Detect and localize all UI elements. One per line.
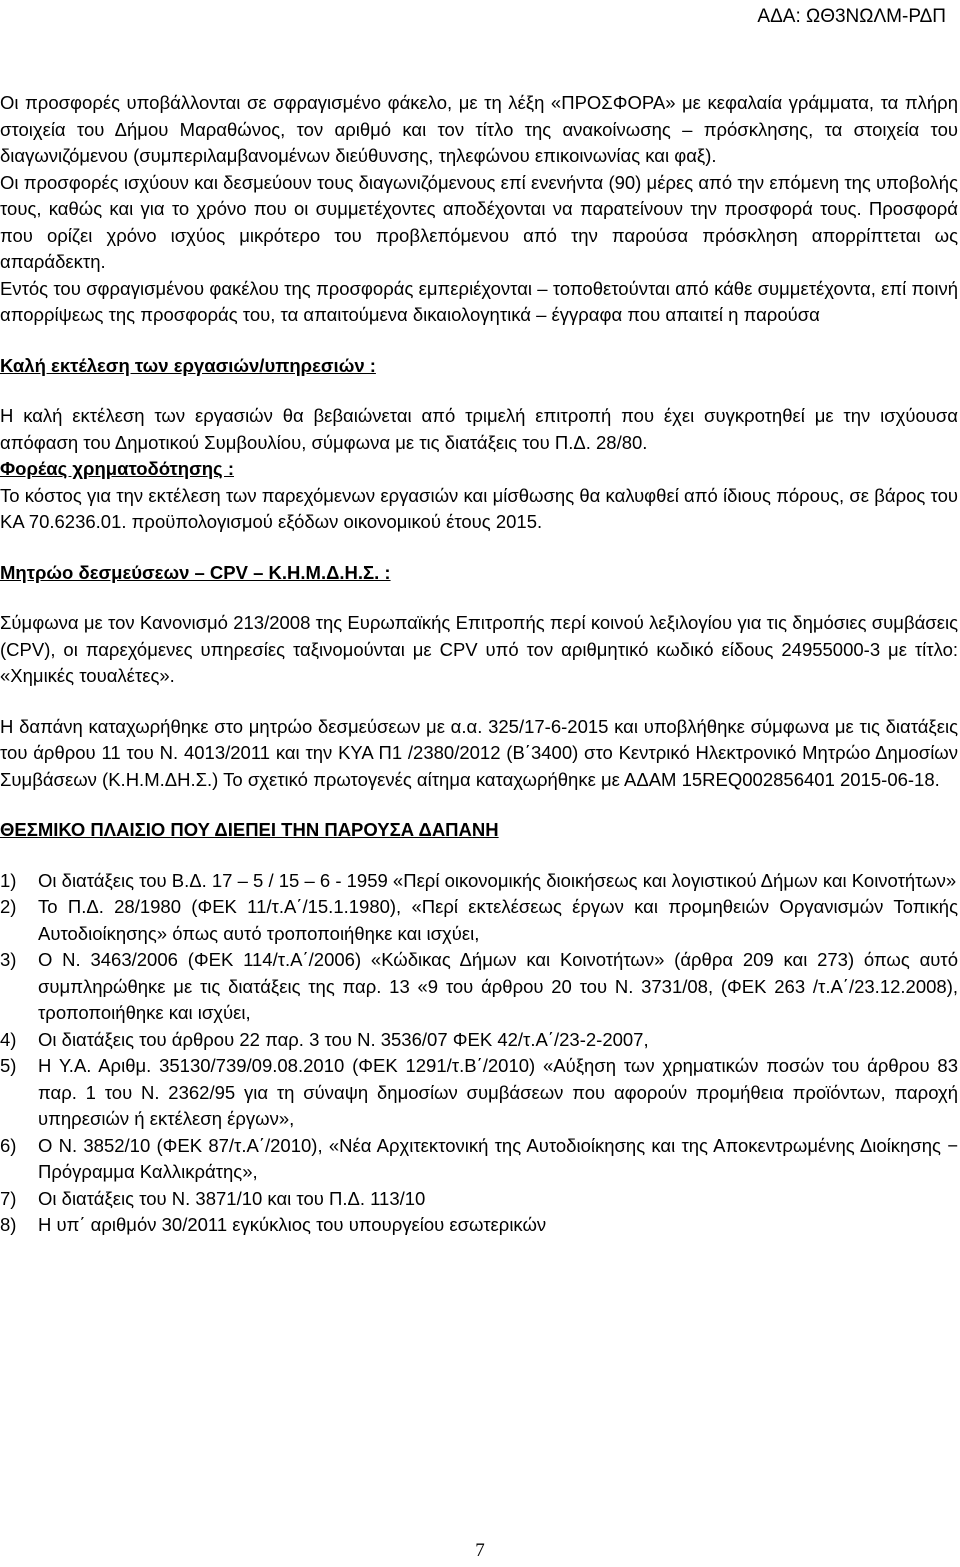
list-item-text: Οι διατάξεις του Ν. 3871/10 και του Π.Δ. 113/10 [38, 1187, 426, 1209]
list-item-number: 6) [0, 1134, 17, 1156]
list-item [0, 1212, 958, 1239]
legal-framework-list [0, 868, 958, 1239]
list-item [0, 947, 958, 1027]
list-item-number: 4) [0, 1028, 17, 1050]
list-item-number: 2) [0, 896, 17, 917]
para-expense: Η δαπάνη καταχωρήθηκε στο μητρώο δεσμεύσεων με α.α. 325/17-6-2015 και υποβλήθηκε σύμφωνα με τις διατάξεις του άρθρου 11 του Ν. 4013/2011 και την ΚΥΑ Π1 /2380/2012 (Β΄3400) στο Κεντρικό Ηλεκτρονικό Μητρώο Δημοσίων Συμβάσεων (Κ.Η.Μ.ΔΗ.Σ.) Το σχετικό πρωτογενές αίτημα καταχωρήθηκε με ΑΔΑΜ 15REQ002856401 2015-06-18. [0, 715, 958, 790]
list-item-text: Ο Ν. 3463/2006 (ΦΕΚ 114/τ.Α΄/2006) «Κώδικας Δήμων και Κοινοτήτων» (άρθρα 209 και 273) όπως αυτό συμπληρώθηκε με τις διατάξεις της παρ. 13 «9 του άρθρου 20 του Ν. 3731/08, (ΦΕΚ 263 /τ.Α΄/23.12.2008), τροποποιήθηκε και ισχύει, [38, 949, 958, 1023]
heading-legal-framework: ΘΕΣΜΙΚΟ ΠΛΑΙΣΙΟ ΠΟΥ ΔΙΕΠΕΙ ΤΗΝ ΠΑΡΟΥΣΑ ΔΑΠΑΝΗ [0, 819, 499, 840]
ada-code: ΑΔΑ: ΩΘ3ΝΩΛΜ-ΡΔΠ [757, 6, 946, 27]
list-item-text: Η Υ.Α. Αριθμ. 35130/739/09.08.2010 (ΦΕΚ 1291/τ.Β΄/2010) «Αύξηση των χρηματικών ποσών του άρθρου 83 παρ. 1 του Ν. 2362/95 για τη σύναψη δημοσίων συμβάσεων που αφορούν προμήθεια προϊόντων, παροχή υπηρεσιών ή εκτέλεση έργων», [38, 1055, 958, 1129]
para-cpv: Σύμφωνα με τον Κανονισμό 213/2008 της Ευρωπαϊκής Επιτροπής περί κοινού λεξιλογίου για τις δημόσιες συμβάσεις (CPV), οι παρεχόμενες υπηρεσίες ταξινομούνται με CPV υπό τον αριθμητικό κωδικό είδους 24955000-3 με τίτλο: «Χημικές τουαλέτες». [0, 612, 958, 686]
list-item-number: 3) [0, 949, 17, 970]
list-item [0, 1133, 958, 1186]
list-item-number: 1) [0, 869, 17, 891]
page-number: 7 [475, 1540, 485, 1561]
list-item [0, 1186, 958, 1213]
document-body [0, 90, 958, 1239]
list-item-number: 5) [0, 1055, 17, 1076]
list-item-text: Η υπ΄ αριθμόν 30/2011 εγκύκλιος του υπουργείου εσωτερικών [38, 1214, 547, 1235]
heading-execution: Καλή εκτέλεση των εργασιών/υπηρεσιών : [0, 354, 376, 376]
para-funding: Το κόστος για την εκτέλεση των παρεχόμενων εργασιών και μίσθωσης θα καλυφθεί από ίδιους πόρους, σε βάρος του ΚΑ 70.6236.01. προϋπολογισμού εξόδων οικονομικού έτους 2015. [0, 484, 958, 532]
list-item-number: 7) [0, 1187, 17, 1209]
para-envelope: Εντός του σφραγισμένου φακέλου της προσφοράς εμπεριέχονται – τοποθετούνται από κάθε συμμετέχοντα, επί ποινή απορρίψεως της προσφοράς του, τα απαιτούμενα δικαιολογητικά – έγγραφα που απαιτεί η παρούσα [0, 277, 958, 325]
heading-funding: Φορέας χρηματοδότησης : [0, 458, 234, 479]
list-item-text: Το Π.Δ. 28/1980 (ΦΕΚ 11/τ.Α΄/15.1.1980), «Περί εκτελέσεως έργων και προμηθειών Οργανισμών Τοπικής Αυτοδιοίκησης» όπως αυτό τροποποιήθηκε και ισχύει, [38, 896, 958, 944]
list-item-number: 8) [0, 1214, 17, 1235]
list-item [0, 894, 958, 947]
list-item [0, 1053, 958, 1133]
list-item-text: Οι διατάξεις του Β.Δ. 17 – 5 / 15 – 6 - 1959 «Περί οικονομικής διοικήσεως και λογιστικού Δήμων και Κοινοτήτων» [38, 869, 957, 891]
para-validity: Οι προσφορές ισχύουν και δεσμεύουν τους διαγωνιζόμενους επί ενενήντα (90) μέρες από την επόμενη της υποβολής τους, καθώς και για το χρόνο που οι συμμετέχοντες αποδέχονται να παρατείνουν την προσφορά τους. Προσφορά που ορίζει χρόνο ισχύος μικρότερο του προβλεπόμενου από την παρούσα πρόσκληση απορρίπτεται ως απαράδεκτη. [0, 171, 958, 272]
list-item-text: Οι διατάξεις του άρθρου 22 παρ. 3 του Ν. 3536/07 ΦΕΚ 42/τ.Α΄/23-2-2007, [38, 1028, 649, 1050]
heading-registry: Μητρώο δεσμεύσεων – CPV – Κ.Η.Μ.Δ.Η.Σ. : [0, 561, 391, 583]
list-item [0, 868, 958, 895]
para-execution: Η καλή εκτέλεση των εργασιών θα βεβαιώνεται από τριμελή επιτροπή που έχει συγκροτηθεί με την ισχύουσα απόφαση του Δημοτικού Συμβουλίου, σύμφωνα με τις διατάξεις του Π.Δ. 28/80. [0, 405, 958, 453]
para-submission: Οι προσφορές υποβάλλονται σε σφραγισμένο φάκελο, με τη λέξη «ΠΡΟΣΦΟΡΑ» με κεφαλαία γράμματα, τα πλήρη στοιχεία του Δήμου Μαραθώνος, τον αριθμό και τον τίτλο της ανακοίνωσης – πρόσκλησης, τα στοιχεία του διαγωνιζόμενου (συμπεριλαμβανομένων διεύθυνσης, τηλεφώνου επικοινωνίας και φαξ). [0, 92, 958, 166]
list-item-text: Ο Ν. 3852/10 (ΦΕΚ 87/τ.Α΄/2010), «Νέα Αρχιτεκτονική της Αυτοδιοίκησης και της Αποκεντρωμένης Διοίκησης − Πρόγραμμα Καλλικράτης», [38, 1134, 958, 1182]
list-item [0, 1027, 958, 1054]
